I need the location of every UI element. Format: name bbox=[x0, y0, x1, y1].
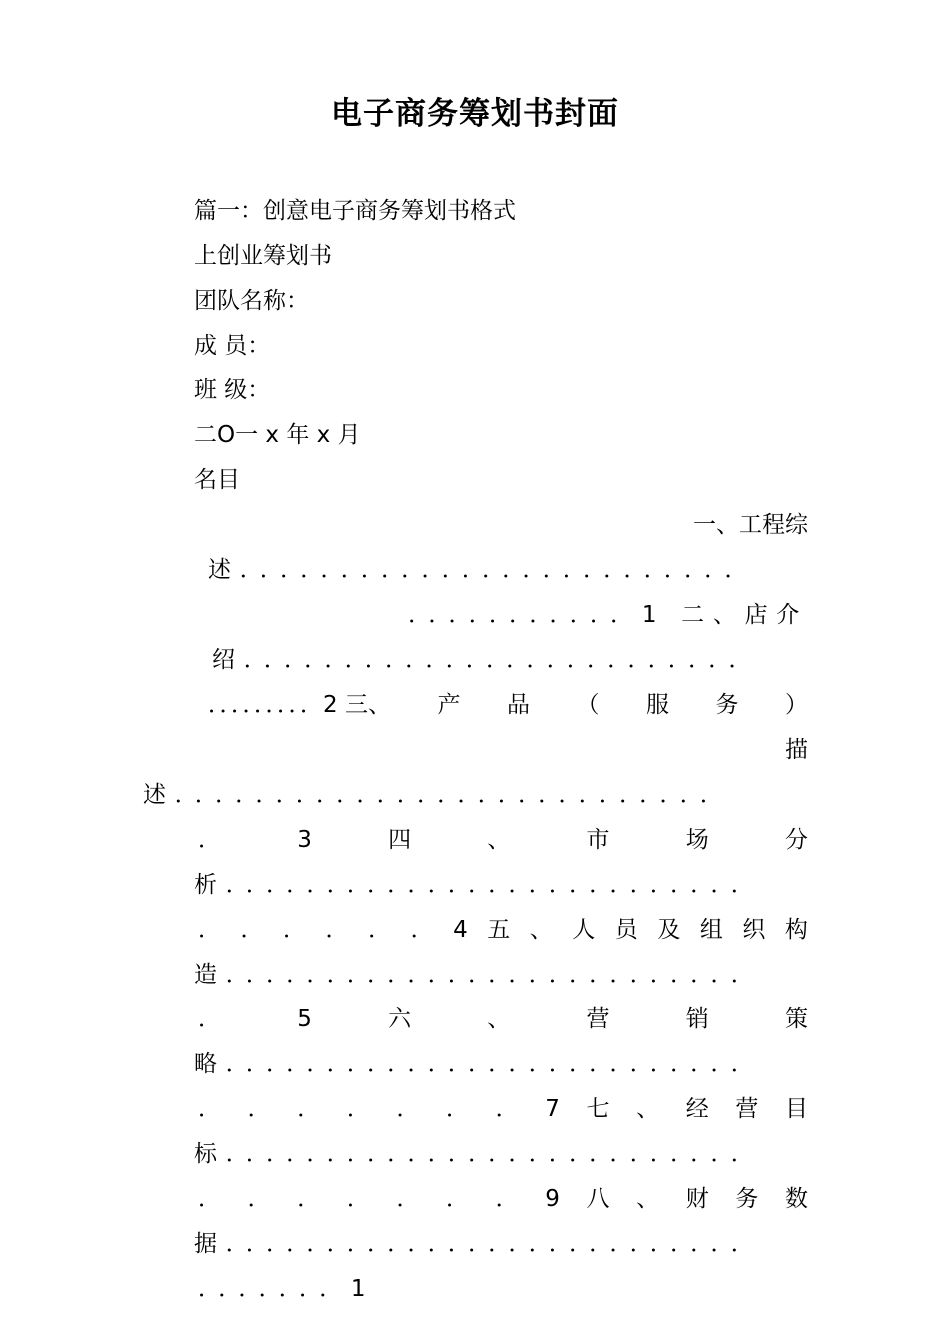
toc-token: 9 bbox=[545, 1186, 560, 1212]
toc-token: 场 bbox=[685, 827, 709, 853]
toc-token: 、 bbox=[487, 1006, 511, 1032]
toc-line-1: 一、工程综 bbox=[693, 512, 808, 538]
toc-token: 六 bbox=[388, 1006, 412, 1032]
toc-token: 七 bbox=[586, 1096, 610, 1122]
toc-token: 服 bbox=[645, 692, 669, 718]
toc-token: 组 bbox=[699, 917, 723, 943]
toc-token: ． bbox=[297, 1096, 321, 1122]
toc-token: 销 bbox=[685, 1006, 709, 1032]
toc-token: 八 bbox=[586, 1186, 610, 1212]
toc-token: 分 bbox=[784, 827, 808, 853]
toc-line-14 bbox=[198, 1094, 808, 1124]
toc-token: ． bbox=[240, 917, 264, 943]
toc-token: ． bbox=[198, 1186, 221, 1212]
toc-line-8 bbox=[198, 825, 808, 855]
header-line-7: 名目 bbox=[194, 467, 240, 493]
toc-line-6: 描 bbox=[785, 737, 808, 763]
toc-line-12 bbox=[198, 1004, 808, 1034]
header-line-1: 篇一：创意电子商务筹划书格式 bbox=[194, 198, 516, 224]
toc-token: 织 bbox=[742, 917, 766, 943]
toc-token: 人 bbox=[572, 917, 596, 943]
toc-token: 策 bbox=[784, 1006, 808, 1032]
toc-token: ． bbox=[495, 1186, 519, 1212]
toc-line-17: 据．．．．．．．．．．．．．．．．．．．．．．．．．． bbox=[194, 1231, 763, 1257]
toc-token: ． bbox=[396, 1096, 420, 1122]
toc-line-9: 析．．．．．．．．．．．．．．．．．．．．．．．．．． bbox=[194, 872, 763, 898]
toc-token: ． bbox=[283, 917, 307, 943]
toc-token: 务 bbox=[715, 692, 739, 718]
toc-token: 财 bbox=[685, 1186, 709, 1212]
toc-token: ． bbox=[446, 1096, 470, 1122]
toc-token: 市 bbox=[586, 827, 610, 853]
toc-line-7: 述．．．．．．．．．．．．．．．．．．．．．．．．．．． bbox=[143, 782, 732, 808]
page-title: 电子商务筹划书封面 bbox=[331, 96, 619, 132]
toc-token: 员 bbox=[614, 917, 638, 943]
toc-token: ． bbox=[346, 1096, 370, 1122]
toc-line-10 bbox=[198, 915, 808, 945]
toc-line-13: 略．．．．．．．．．．．．．．．．．．．．．．．．．． bbox=[194, 1051, 763, 1077]
header-line-6: 二O一 x 年 x 月 bbox=[194, 422, 361, 448]
toc-token: 、 bbox=[529, 917, 553, 943]
toc-line-4: 绍．．．．．．．．．．．．．．．．．．．．．．．．． bbox=[212, 647, 761, 673]
header-line-5: 班 级： bbox=[194, 377, 271, 403]
toc-line-15: 标．．．．．．．．．．．．．．．．．．．．．．．．．． bbox=[194, 1141, 763, 1167]
toc-token: 五 bbox=[487, 917, 511, 943]
toc-token: ． bbox=[198, 827, 221, 853]
toc-token: ． bbox=[247, 1186, 271, 1212]
toc-line-3: ．．．．．．．．．．．1 二、店介 bbox=[408, 602, 808, 628]
toc-token: ． bbox=[325, 917, 349, 943]
toc-token: ） bbox=[784, 692, 808, 718]
toc-token: ． bbox=[495, 1096, 519, 1122]
toc-token: 、 bbox=[487, 827, 511, 853]
toc-token: 、 bbox=[636, 1096, 660, 1122]
toc-token: ．．．．．．．．．2 三、 bbox=[208, 692, 391, 718]
toc-token: （ bbox=[576, 692, 600, 718]
toc-token: ． bbox=[410, 917, 434, 943]
toc-token: 、 bbox=[636, 1186, 660, 1212]
header-line-4: 成 员： bbox=[194, 333, 271, 359]
toc-token: 营 bbox=[735, 1096, 759, 1122]
toc-line-5 bbox=[208, 690, 808, 720]
toc-token: ． bbox=[247, 1096, 271, 1122]
toc-token: ． bbox=[346, 1186, 370, 1212]
toc-token: ． bbox=[446, 1186, 470, 1212]
toc-token: 及 bbox=[657, 917, 681, 943]
toc-token: 四 bbox=[388, 827, 412, 853]
toc-line-18: ．．．．．．．1 bbox=[198, 1276, 375, 1302]
toc-token: 务 bbox=[735, 1186, 759, 1212]
toc-token: 5 bbox=[297, 1006, 312, 1032]
toc-line-11: 造．．．．．．．．．．．．．．．．．．．．．．．．．． bbox=[194, 962, 763, 988]
header-line-3: 团队名称： bbox=[194, 288, 309, 314]
toc-token: ． bbox=[297, 1186, 321, 1212]
toc-token: 目 bbox=[784, 1096, 808, 1122]
toc-token: ． bbox=[198, 917, 221, 943]
toc-token: ． bbox=[396, 1186, 420, 1212]
toc-token: 营 bbox=[586, 1006, 610, 1032]
toc-token: ． bbox=[368, 917, 392, 943]
toc-token: 数 bbox=[784, 1186, 808, 1212]
toc-token: 3 bbox=[297, 827, 312, 853]
toc-token: 经 bbox=[685, 1096, 709, 1122]
toc-token: 产 bbox=[437, 692, 461, 718]
toc-token: 4 bbox=[453, 917, 468, 943]
toc-token: 构 bbox=[784, 917, 808, 943]
header-line-2: 上创业筹划书 bbox=[194, 243, 332, 269]
toc-line-2: 述．．．．．．．．．．．．．．．．．．．．．．．．． bbox=[208, 557, 757, 583]
toc-token: ． bbox=[198, 1006, 221, 1032]
toc-line-16 bbox=[198, 1184, 808, 1214]
toc-token: 品 bbox=[506, 692, 530, 718]
toc-token: 7 bbox=[545, 1096, 560, 1122]
toc-token: ． bbox=[198, 1096, 221, 1122]
